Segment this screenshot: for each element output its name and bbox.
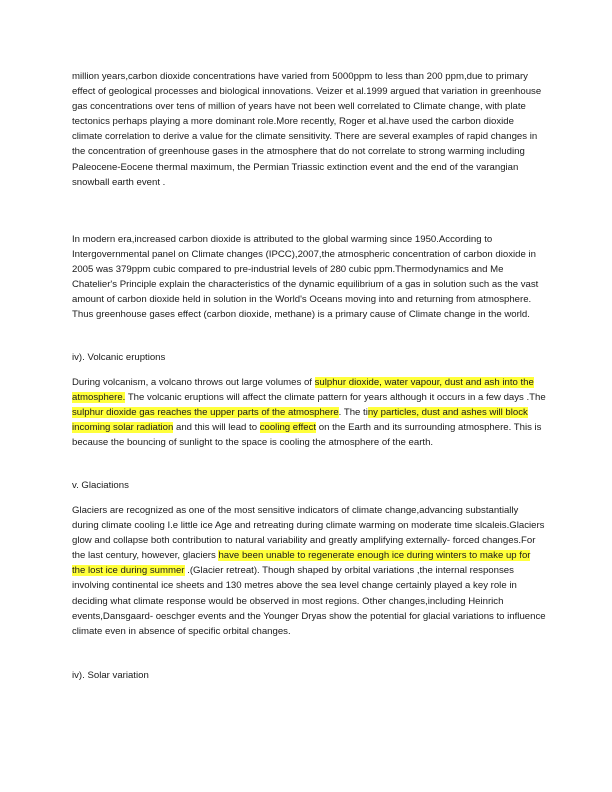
paragraph-modern-era: In modern era,increased carbon dioxide is attributed to the global warming since 1950.According to Intergovernmental panel on Climate changes (IPCC),2007,the atmospheric concentration of carbon dioxide in 2005 was 379ppm cubic compared to pre-industrial levels of 280 cubic ppm.Thermodynamics and Me Chatelier's Principle explain the characteristics of the dynamic equilibrium of a gas in solution such as the vast amount of carbon dioxide held in solution in the World's Oceans moving into and returning from atmosphere. Thus greenhouse gases effect (carbon dioxide, methane) is a primary cause of Climate change in the world. <box>72 234 539 321</box>
heading-volcanic-eruptions: iv). Volcanic eruptions <box>72 352 166 363</box>
text-run: on the Earth and its surrounding atmosphere. This is because the bouncing of sunlight to the space is cooling the atmosphere of the earth. <box>72 422 542 449</box>
text-run: .(Glacier retreat). Though shaped by orbital variations ,the internal responses involving continental ice sheets and 130 metres above the sea level change certainly played a key role in deciding what climate response would be observed in most regions. Other changes,including Heinrich events,Dansgaard- oeschger events and the Younger Dryas show the potential for glacial variations to influence climate even in absence of specific orbital changes. <box>72 565 546 637</box>
highlighted-text: ny particles, dust and ashes will block incoming solar radiation <box>72 407 528 434</box>
paragraph-co2-history: million years,carbon dioxide concentrations have varied from 5000ppm to less than 200 ppm,due to primary effect of geological processes and biological innovations. Veizer et al.1999 argued that variation in greenhouse gas concentrations over tens of million of years have not been well correlated to Climate change, with plate tectonics perhaps playing a more dominant role.More recently, Roger et al.have used the carbon dioxide climate correlation to derive a value for the climate sensitivity. There are several examples of rapid changes in the concentration of greenhouse gases in the atmosphere that do not correlate to strong warming including Paleocene-Eocene thermal maximum, the Permian Triassic extinction event and the end of the varangian snowball earth event . <box>72 71 542 188</box>
heading-solar-variation: iv). Solar variation <box>72 670 149 681</box>
text-run: During volcanism, a volcano throws out large volumes of <box>72 377 315 388</box>
highlighted-text: sulphur dioxide gas reaches the upper parts of the atmosphere <box>72 407 339 419</box>
paragraph-glaciations <box>72 503 546 639</box>
highlighted-text: cooling effect <box>259 422 317 434</box>
text-run: and this will lead to <box>173 422 260 434</box>
heading-glaciations: v. Glaciations <box>72 480 129 491</box>
text-run: . The ti <box>338 407 368 419</box>
highlighted-text: sulphur dioxide, water vapour, dust and ash into the atmosphere. <box>72 377 534 404</box>
text-run: The volcanic eruptions will affect the climate pattern for years although it occurs in a few days .The <box>125 392 546 404</box>
text-run: Glaciers are recognized as one of the most sensitive indicators of climate change,advancing substantially during climate cooling I.e little ice Age and retreating during climate warming on moderate time slcaleis.Glaciers glow and collapse both contribution to natural variability and greatly amplifying externally- forced changes.For the last century, however, glaciers <box>72 505 545 562</box>
paragraph-volcanic-eruptions <box>72 375 546 450</box>
highlighted-text: have been unable to regenerate enough ice during winters to make up for the lost ice during summer <box>72 550 531 577</box>
